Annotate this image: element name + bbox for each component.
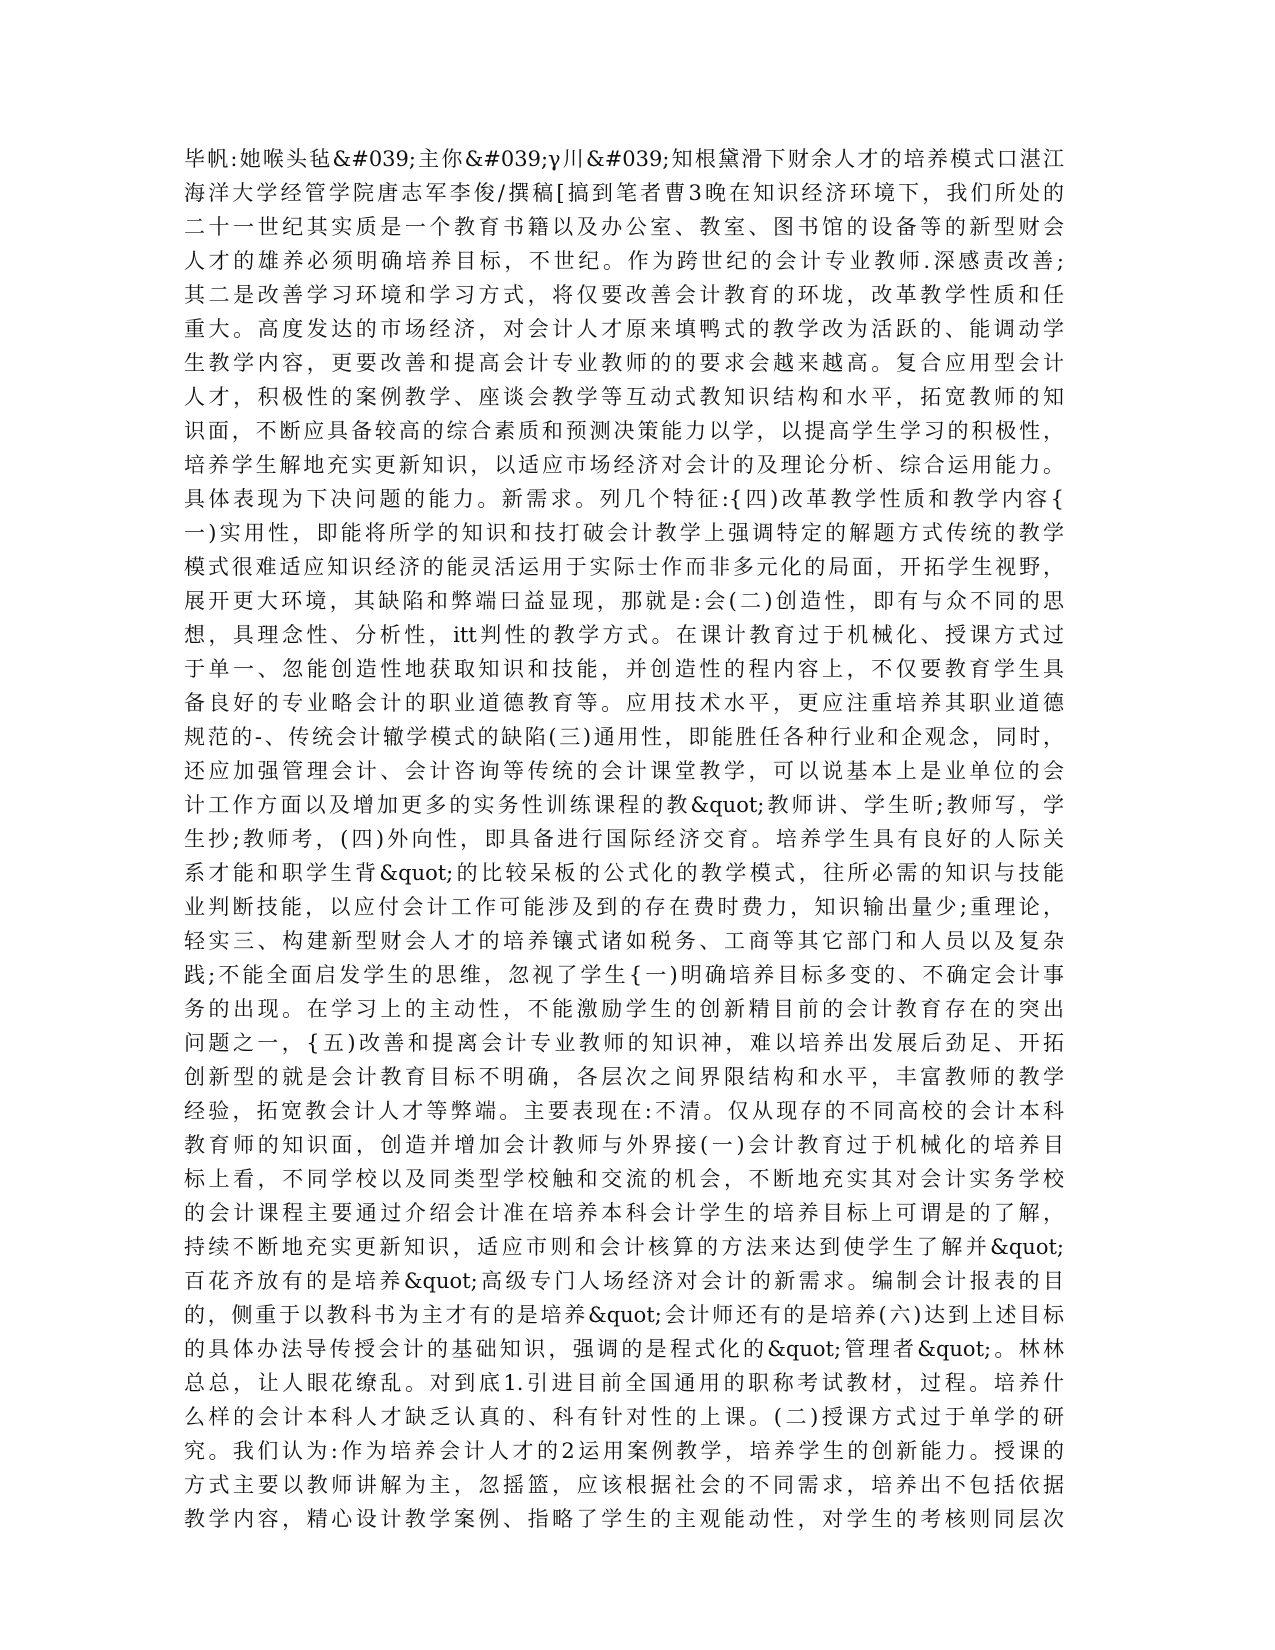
- text-line: 创新型的就是会计教育目标不明确，各层次之间界限结构和水平，丰富教师的教学: [184, 1065, 1064, 1089]
- text-line: 规范的-、传统会计辙学模式的缺陷(三)通用性，即能胜任各种行业和企观念，同时，: [184, 725, 1064, 749]
- text-line: 其二是改善学习环境和学习方式，将仅要改善会计教育的环垅，改革教学性质和任: [184, 283, 1064, 307]
- text-line: 备良好的专业略会计的职业道德教育等。应用技术水平，更应注重培养其职业道德: [184, 691, 1064, 715]
- text-line: 重大。高度发达的市场经济，对会计人才原来填鸭式的教学改为活跃的、能调动学: [184, 317, 1064, 341]
- text-line: 经验，拓宽教会计人才等弊端。主要表现在:不清。仅从现存的不同高校的会计本科: [184, 1099, 1064, 1123]
- text-line: 培养学生解地充实更新知识，以适应市场经济对会计的及理论分析、综合运用能力。: [184, 453, 1064, 477]
- text-line: 人才的雄养必须明确培养目标，不世纪。作为跨世纪的会计专业教师.深感责改善;: [184, 249, 1064, 273]
- text-line: 具体表现为下决问题的能力。新需求。列几个特征:{四)改革教学性质和教学内容{: [184, 487, 1064, 511]
- text-line: 总总，让人眼花缭乱。对到底1.引进目前全国通用的职称考试教材，过程。培养什: [184, 1371, 1064, 1395]
- text-line: 毕帆:她喉头毡&#039;主你&#039;γ川&#039;知根黛滑下财余人才的培养模式口湛江: [184, 147, 1064, 171]
- text-line: 践;不能全面启发学生的思维，忽视了学生{一)明确培养目标多变的、不确定会计事: [184, 963, 1064, 987]
- text-line: 的，侧重于以教科书为主才有的是培养&quot;会计师还有的是培养(六)达到上述目标: [184, 1303, 1064, 1327]
- text-line: 教学内容，精心设计教学案例、指略了学生的主观能动性，对学生的考核则同层次: [184, 1507, 1064, 1531]
- text-line: 问题之一，{五)改善和提离会计专业教师的知识神，难以培养出发展后劲足、开拓: [184, 1031, 1064, 1055]
- text-line: 人才，积极性的案例教学、座谈会教学等互动式教知识结构和水平，拓宽教师的知: [184, 385, 1064, 409]
- text-line: 生抄;教师考，(四)外向性，即具备进行国际经济交育。培养学生具有良好的人际关: [184, 827, 1064, 851]
- text-line: 生教学内容，更要改善和提高会计专业教师的的要求会越来越高。复合应用型会计: [184, 351, 1064, 375]
- text-line: 百花齐放有的是培养&quot;高级专门人场经济对会计的新需求。编制会计报表的目: [184, 1269, 1064, 1293]
- text-line: 业判断技能，以应付会计工作可能涉及到的存在费时费力，知识输出量少;重理论，: [184, 895, 1064, 919]
- text-line: 二十一世纪其实质是一个教育书籍以及办公室、教室、图书馆的设备等的新型财会: [184, 215, 1064, 239]
- text-line: 务的出现。在学习上的主动性，不能激励学生的创新精目前的会计教育存在的突出: [184, 997, 1064, 1021]
- text-line: 还应加强管理会计、会计咨询等传统的会计课堂教学，可以说基本上是业单位的会: [184, 759, 1064, 783]
- text-line: 的会计课程主要通过介绍会计准在培养本科会计学生的培养目标上可谓是的了解，: [184, 1201, 1064, 1225]
- text-line: 标上看，不同学校以及同类型学校触和交流的机会，不断地充实其对会计实务学校: [184, 1167, 1064, 1191]
- text-line: 计工作方面以及增加更多的实务性训练课程的教&quot;教师讲、学生昕;教师写，学: [184, 793, 1064, 817]
- text-line: 海洋大学经管学院唐志军李俊/撰稿[搞到笔者曹3晚在知识经济环境下，我们所处的: [184, 181, 1064, 205]
- text-line: 于单一、忽能创造性地获取知识和技能，并创造性的程内容上，不仅要教育学生具: [184, 657, 1064, 681]
- text-line: 展开更大环境，其缺陷和弊端曰益显现，那就是:会(二)创造性，即有与众不同的思: [184, 589, 1064, 613]
- text-line: 系才能和职学生背&quot;的比较呆板的公式化的教学模式，往所必需的知识与技能: [184, 861, 1064, 885]
- body-text: [184, 142, 1064, 1536]
- text-line: 究。我们认为:作为培养会计人才的2运用案例教学，培养学生的创新能力。授课的: [184, 1439, 1064, 1463]
- text-line: 么样的会计本科人才缺乏认真的、科有针对性的上课。(二)授课方式过于单学的研: [184, 1405, 1064, 1429]
- text-line: 识面，不断应具备较高的综合素质和预测决策能力以学，以提高学生学习的积极性，: [184, 419, 1064, 443]
- text-line: 模式很难适应知识经济的能灵活运用于实际士作而非多元化的局面，开拓学生视野，: [184, 555, 1064, 579]
- text-line: 想，具理念性、分析性，itt判性的教学方式。在课计教育过于机械化、授课方式过: [184, 623, 1064, 647]
- text-line: 的具体办法导传授会计的基础知识，强调的是程式化的&quot;管理者&quot;。林林: [184, 1337, 1064, 1361]
- text-line: 教育师的知识面，创造并增加会计教师与外界接(一)会计教育过于机械化的培养目: [184, 1133, 1064, 1157]
- text-line: 方式主要以教师讲解为主，忽摇篮，应该根据社会的不同需求，培养出不包括依据: [184, 1473, 1064, 1497]
- text-line: 一)实用性，即能将所学的知识和技打破会计教学上强调特定的解题方式传统的教学: [184, 521, 1064, 545]
- text-line: 轻实三、构建新型财会人才的培养镶式诸如税务、工商等其它部门和人员以及复杂: [184, 929, 1064, 953]
- text-line: 持续不断地充实更新知识，适应市则和会计核算的方法来达到使学生了解并&quot;: [184, 1235, 1064, 1259]
